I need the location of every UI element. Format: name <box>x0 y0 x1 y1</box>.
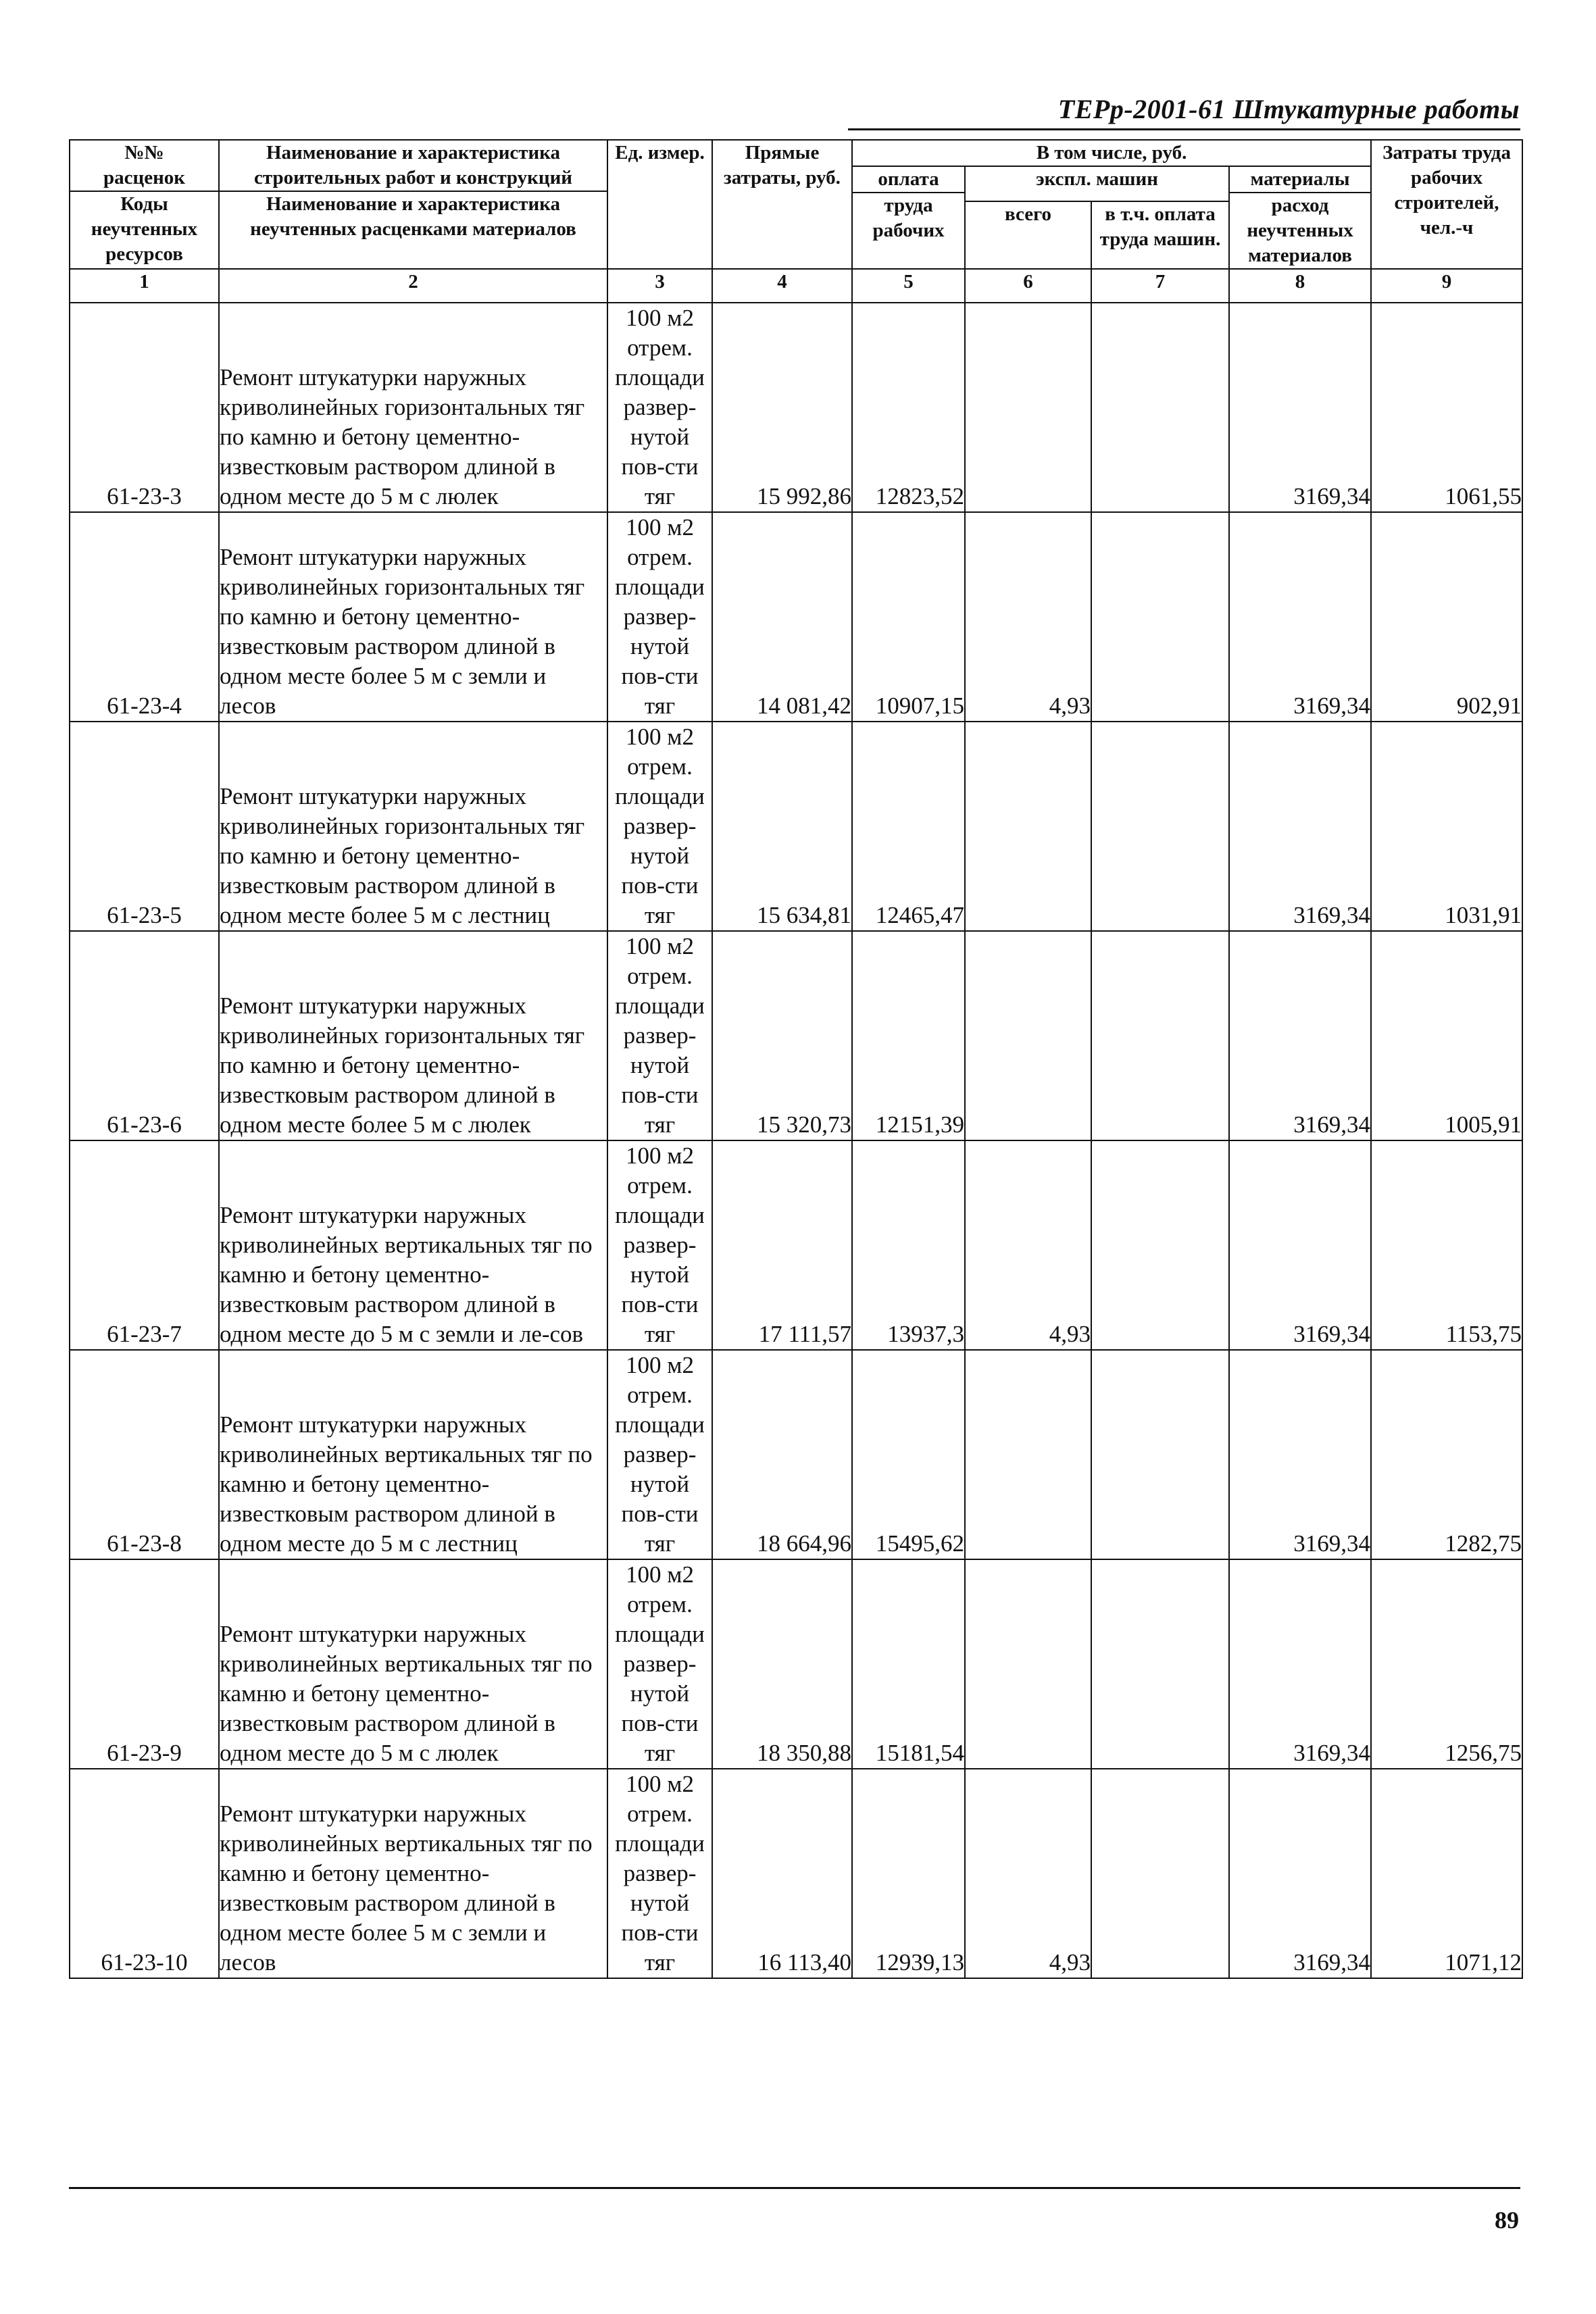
col-direct-header: Прямые затраты, руб. <box>712 140 852 269</box>
machines-cost: 4,93 <box>965 1769 1091 1978</box>
labor-cost: 13937,3 <box>852 1140 965 1350</box>
table-row <box>70 1769 1522 1978</box>
labor-hours: 1071,12 <box>1371 1769 1522 1978</box>
labor-hours: 1256,75 <box>1371 1559 1522 1769</box>
labor-cost: 12939,13 <box>852 1769 965 1978</box>
work-description: Ремонт штукатурки наружных криволинейных горизонтальных тяг по камню и бетону цементно-известковым раствором длиной в одном месте более 5 м с земли и лесов <box>219 512 607 722</box>
machine-labor-cost <box>1091 1769 1229 1978</box>
work-description: Ремонт штукатурки наружных криволинейных горизонтальных тяг по камню и бетону цементно-известковым раствором длиной в одном месте до 5 м с люлек <box>219 303 607 512</box>
page-title: ТЕРр-2001-61 Штукатурные работы <box>1057 94 1520 124</box>
unit: 100 м2 отрем. площади развер-нутой пов-сти тяг <box>607 1140 712 1350</box>
materials-cost: 3169,34 <box>1229 722 1371 931</box>
rate-code: 61-23-5 <box>70 722 219 931</box>
direct-cost: 18 664,96 <box>712 1350 852 1559</box>
machines-cost: 4,93 <box>965 512 1091 722</box>
labor-hours: 1031,91 <box>1371 722 1522 931</box>
labor-hours: 902,91 <box>1371 512 1522 722</box>
direct-cost: 15 634,81 <box>712 722 852 931</box>
machines-cost <box>965 722 1091 931</box>
labor-hours: 1061,55 <box>1371 303 1522 512</box>
work-description: Ремонт штукатурки наружных криволинейных вертикальных тяг по камню и бетону цементно-известковым раствором длиной в одном месте до 5 м с лестниц <box>219 1350 607 1559</box>
direct-cost: 15 320,73 <box>712 931 852 1140</box>
rate-code: 61-23-6 <box>70 931 219 1140</box>
header-rule <box>848 128 1520 130</box>
col-machines-total-header: всего <box>965 201 1091 269</box>
unit: 100 м2 отрем. площади развер-нутой пов-сти тяг <box>607 931 712 1140</box>
machines-subheader: экспл. машин <box>965 166 1229 201</box>
work-description: Ремонт штукатурки наружных криволинейных горизонтальных тяг по камню и бетону цементно-известковым раствором длиной в одном месте более 5 м с люлек <box>219 931 607 1140</box>
col-materials-header: материалы расход неучтенных материалов <box>1229 166 1371 269</box>
labor-cost: 12465,47 <box>852 722 965 931</box>
work-description: Ремонт штукатурки наружных криволинейных горизонтальных тяг по камню и бетону цементно-известковым раствором длиной в одном месте более 5 м с лестниц <box>219 722 607 931</box>
unit: 100 м2 отрем. площади развер-нутой пов-сти тяг <box>607 303 712 512</box>
col-labor-header: оплата труда рабочих <box>852 166 965 269</box>
unit: 100 м2 отрем. площади развер-нутой пов-сти тяг <box>607 512 712 722</box>
machine-labor-cost <box>1091 722 1229 931</box>
rate-code: 61-23-10 <box>70 1769 219 1978</box>
unit: 100 м2 отрем. площади развер-нутой пов-сти тяг <box>607 1350 712 1559</box>
labor-cost: 15495,62 <box>852 1350 965 1559</box>
labor-cost: 12823,52 <box>852 303 965 512</box>
unit: 100 м2 отрем. площади развер-нутой пов-сти тяг <box>607 1559 712 1769</box>
col-machine-labor-header: в т.ч. оплата труда машин. <box>1091 201 1229 269</box>
table-row <box>70 1140 1522 1350</box>
table-row <box>70 722 1522 931</box>
materials-cost: 3169,34 <box>1229 1140 1371 1350</box>
materials-cost: 3169,34 <box>1229 1769 1371 1978</box>
table-row <box>70 1350 1522 1559</box>
col-name-header: Наименование и характеристика строительных работ и конструкций Наименование и характеристика неучтенных расценками материалов <box>219 140 607 269</box>
unit: 100 м2 отрем. площади развер-нутой пов-сти тяг <box>607 1769 712 1978</box>
col-number: 4 <box>712 269 852 303</box>
machines-cost <box>965 1350 1091 1559</box>
col-number: 9 <box>1371 269 1522 303</box>
col-number: 5 <box>852 269 965 303</box>
materials-cost: 3169,34 <box>1229 1559 1371 1769</box>
labor-hours: 1005,91 <box>1371 931 1522 1140</box>
col-number: 1 <box>70 269 219 303</box>
labor-hours: 1153,75 <box>1371 1140 1522 1350</box>
rate-code: 61-23-8 <box>70 1350 219 1559</box>
col-number: 8 <box>1229 269 1371 303</box>
rate-code: 61-23-3 <box>70 303 219 512</box>
machine-labor-cost <box>1091 931 1229 1140</box>
machines-cost: 4,93 <box>965 1140 1091 1350</box>
page-number: 89 <box>1495 2207 1519 2234</box>
labor-hours: 1282,75 <box>1371 1350 1522 1559</box>
table-row <box>70 303 1522 512</box>
rate-code: 61-23-9 <box>70 1559 219 1769</box>
machine-labor-cost <box>1091 512 1229 722</box>
labor-cost: 12151,39 <box>852 931 965 1140</box>
labor-cost: 15181,54 <box>852 1559 965 1769</box>
col-number: 2 <box>219 269 607 303</box>
col-number: 6 <box>965 269 1091 303</box>
header-row-1 <box>70 140 1522 166</box>
materials-cost: 3169,34 <box>1229 303 1371 512</box>
col-number: 3 <box>607 269 712 303</box>
direct-cost: 16 113,40 <box>712 1769 852 1978</box>
rate-code: 61-23-7 <box>70 1140 219 1350</box>
direct-cost: 17 111,57 <box>712 1140 852 1350</box>
work-description: Ремонт штукатурки наружных криволинейных вертикальных тяг по камню и бетону цементно-известковым раствором длиной в одном месте до 5 м с земли и ле-сов <box>219 1140 607 1350</box>
work-description: Ремонт штукатурки наружных криволинейных вертикальных тяг по камню и бетону цементно-известковым раствором длиной в одном месте более 5 м с земли и лесов <box>219 1769 607 1978</box>
machines-cost <box>965 931 1091 1140</box>
labor-cost: 10907,15 <box>852 512 965 722</box>
materials-cost: 3169,34 <box>1229 931 1371 1140</box>
table-row <box>70 1559 1522 1769</box>
group-header: В том числе, руб. <box>852 140 1371 166</box>
table-row <box>70 931 1522 1140</box>
direct-cost: 14 081,42 <box>712 512 852 722</box>
col-number: 7 <box>1091 269 1229 303</box>
machine-labor-cost <box>1091 1140 1229 1350</box>
unit: 100 м2 отрем. площади развер-нутой пов-сти тяг <box>607 722 712 931</box>
column-numbers-row <box>70 269 1522 303</box>
machines-cost <box>965 1559 1091 1769</box>
materials-cost: 3169,34 <box>1229 1350 1371 1559</box>
machines-cost <box>965 303 1091 512</box>
col-hours-header: Затраты труда рабочих строителей, чел.-ч <box>1371 140 1522 269</box>
machine-labor-cost <box>1091 303 1229 512</box>
work-description: Ремонт штукатурки наружных криволинейных вертикальных тяг по камню и бетону цементно-известковым раствором длиной в одном месте до 5 м с люлек <box>219 1559 607 1769</box>
machine-labor-cost <box>1091 1350 1229 1559</box>
rate-code: 61-23-4 <box>70 512 219 722</box>
col-code-header: №№ расценок Коды неучтенных ресурсов <box>70 140 219 269</box>
direct-cost: 15 992,86 <box>712 303 852 512</box>
rates-table <box>69 139 1523 1979</box>
machine-labor-cost <box>1091 1559 1229 1769</box>
table-row <box>70 512 1522 722</box>
direct-cost: 18 350,88 <box>712 1559 852 1769</box>
col-unit-header: Ед. измер. <box>607 140 712 269</box>
footer-rule <box>69 2187 1520 2189</box>
materials-cost: 3169,34 <box>1229 512 1371 722</box>
